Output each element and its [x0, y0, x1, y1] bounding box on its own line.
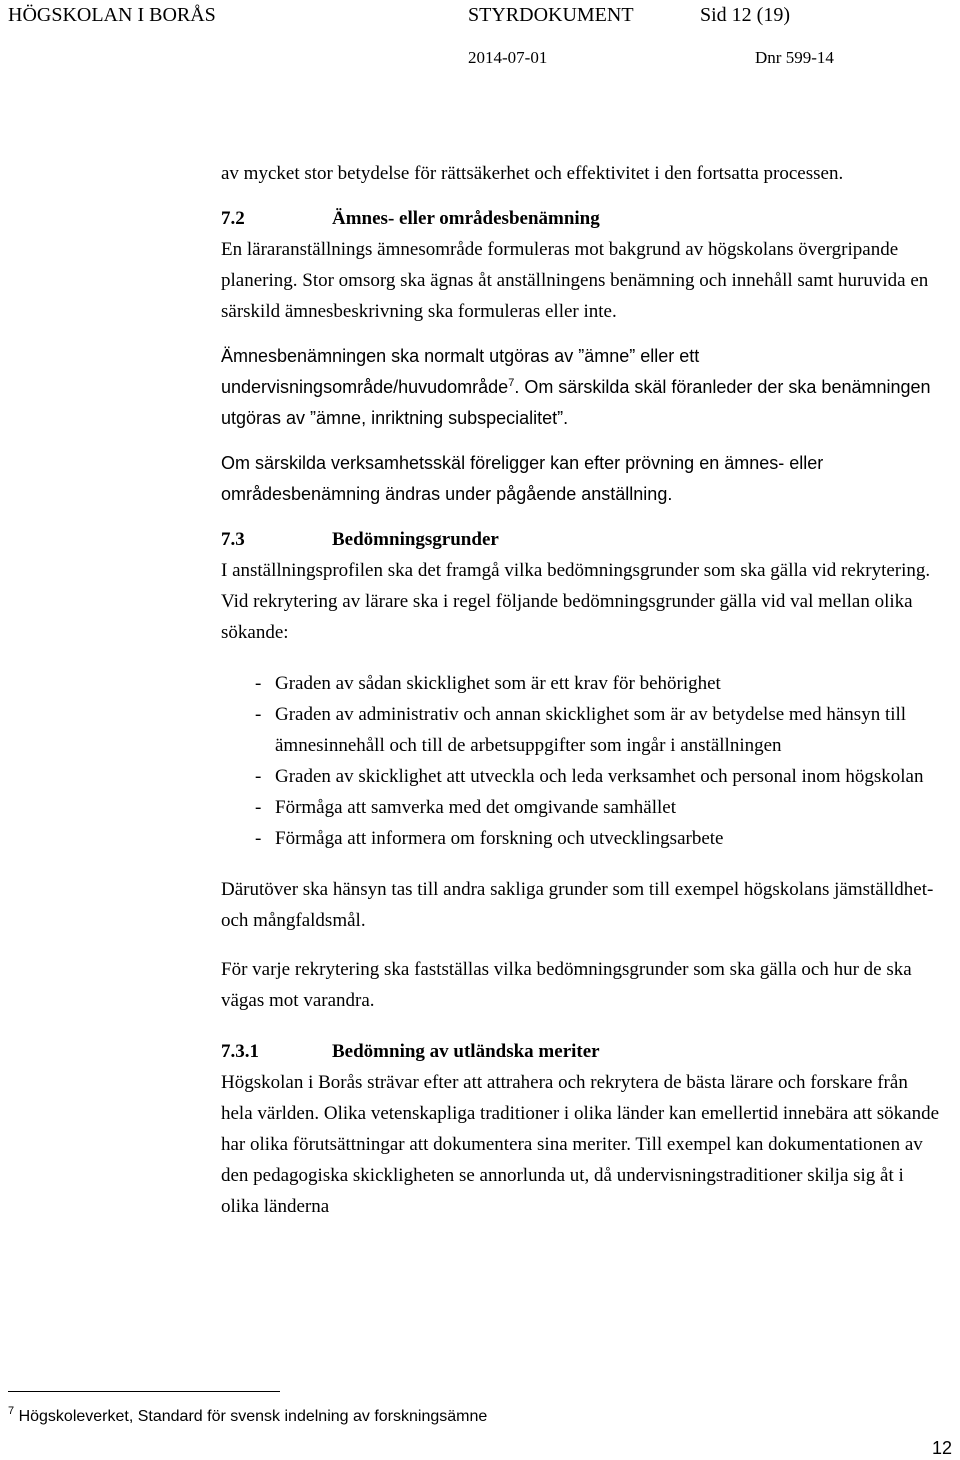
institution-name: HÖGSKOLAN I BORÅS — [8, 4, 216, 26]
list-item: - Graden av administrativ och annan skicklighet som är av betydelse med hänsyn till ämnesinnehåll och till de arbetsuppgifter som ingår i anställningen — [255, 699, 941, 761]
section-heading — [221, 524, 941, 555]
paragraph: En läraranställnings ämnesområde formuleras mot bakgrund av högskolans övergripande planering. Stor omsorg ska ägnas åt anställningens benämning och innehåll samt huruvida en särskild ämnesbeskrivning ska formuleras eller inte. — [221, 239, 929, 322]
list-item: - Förmåga att informera om forskning och utvecklingsarbete — [255, 823, 941, 854]
page-header — [8, 4, 948, 78]
document-dnr: Dnr 599-14 — [755, 48, 834, 67]
intro-paragraph: av mycket stor betydelse för rättsäkerhet och effektivitet i den fortsatta processen. — [221, 163, 844, 184]
section-title: Ämnes- eller områdesbenämning — [332, 208, 600, 229]
list-item: - Förmåga att samverka med det omgivande samhället — [255, 792, 941, 823]
section-heading — [221, 203, 941, 234]
paragraph: För varje rekrytering ska fastställas vilka bedömningsgrunder som ska gälla och hur de ska vägas mot varandra. — [221, 959, 912, 1011]
section-number: 7.2 — [221, 208, 245, 229]
subsection-heading — [221, 1036, 941, 1067]
footnote — [8, 1405, 488, 1426]
page-number: 12 — [931, 1438, 952, 1458]
document-body — [221, 158, 941, 1222]
paragraph: I anställningsprofilen ska det framgå vilka bedömningsgrunder som ska gälla vid rekrytering. Vid rekrytering av lärare ska i regel följande bedömningsgrunder gälla vid val mellan olika sökande: — [221, 560, 931, 643]
document-date: 2014-07-01 — [468, 48, 548, 67]
footnote-text: Högskoleverket, Standard för svensk indelning av forskningsämne — [18, 1408, 488, 1425]
criteria-list — [221, 668, 941, 854]
paragraph — [221, 341, 941, 434]
paragraph: Högskolan i Borås strävar efter att attrahera och rekrytera de bästa lärare och forskare från hela världen. Olika vetenskapliga traditioner i olika länder kan emellertid innebära att sökande har olika förutsättningar att dokumentera sina meriter. Till exempel kan dokumentationen av den pedagogiska skickligheten se annorlunda ut, då undervisningstraditioner skilja sig åt i olika länderna — [221, 1072, 940, 1217]
page-indicator: Sid 12 (19) — [700, 4, 790, 26]
section-title: Bedömning av utländska meriter — [332, 1041, 600, 1062]
paragraph: Därutöver ska hänsyn tas till andra sakliga grunder som till exempel högskolans jämställdhet- och mångfaldsmål. — [221, 879, 934, 931]
section-number: 7.3 — [221, 529, 245, 550]
document-type: STYRDOKUMENT — [468, 4, 634, 26]
paragraph-text: . Om särskilda skäl föranleder der ska benämningen utgöras av ”ämne, inriktning subspecialitet”. — [221, 377, 931, 428]
footnote-divider — [8, 1391, 280, 1392]
list-item: - Graden av sådan skicklighet som är ett krav för behörighet — [255, 668, 941, 699]
paragraph: Om särskilda verksamhetsskäl föreligger kan efter prövning en ämnes- eller områdesbenämning ändras under pågående anställning. — [221, 453, 824, 504]
section-title: Bedömningsgrunder — [332, 529, 499, 550]
footnote-ref: 7 — [508, 377, 515, 389]
section-number: 7.3.1 — [221, 1041, 259, 1062]
list-item: - Graden av skicklighet att utveckla och leda verksamhet och personal inom högskolan — [255, 761, 941, 792]
paragraph-text: Ämnesbenämningen ska normalt utgöras av ”ämne” eller ett undervisningsområde/huvudområde — [221, 346, 700, 397]
footnote-number: 7 — [8, 1405, 15, 1417]
